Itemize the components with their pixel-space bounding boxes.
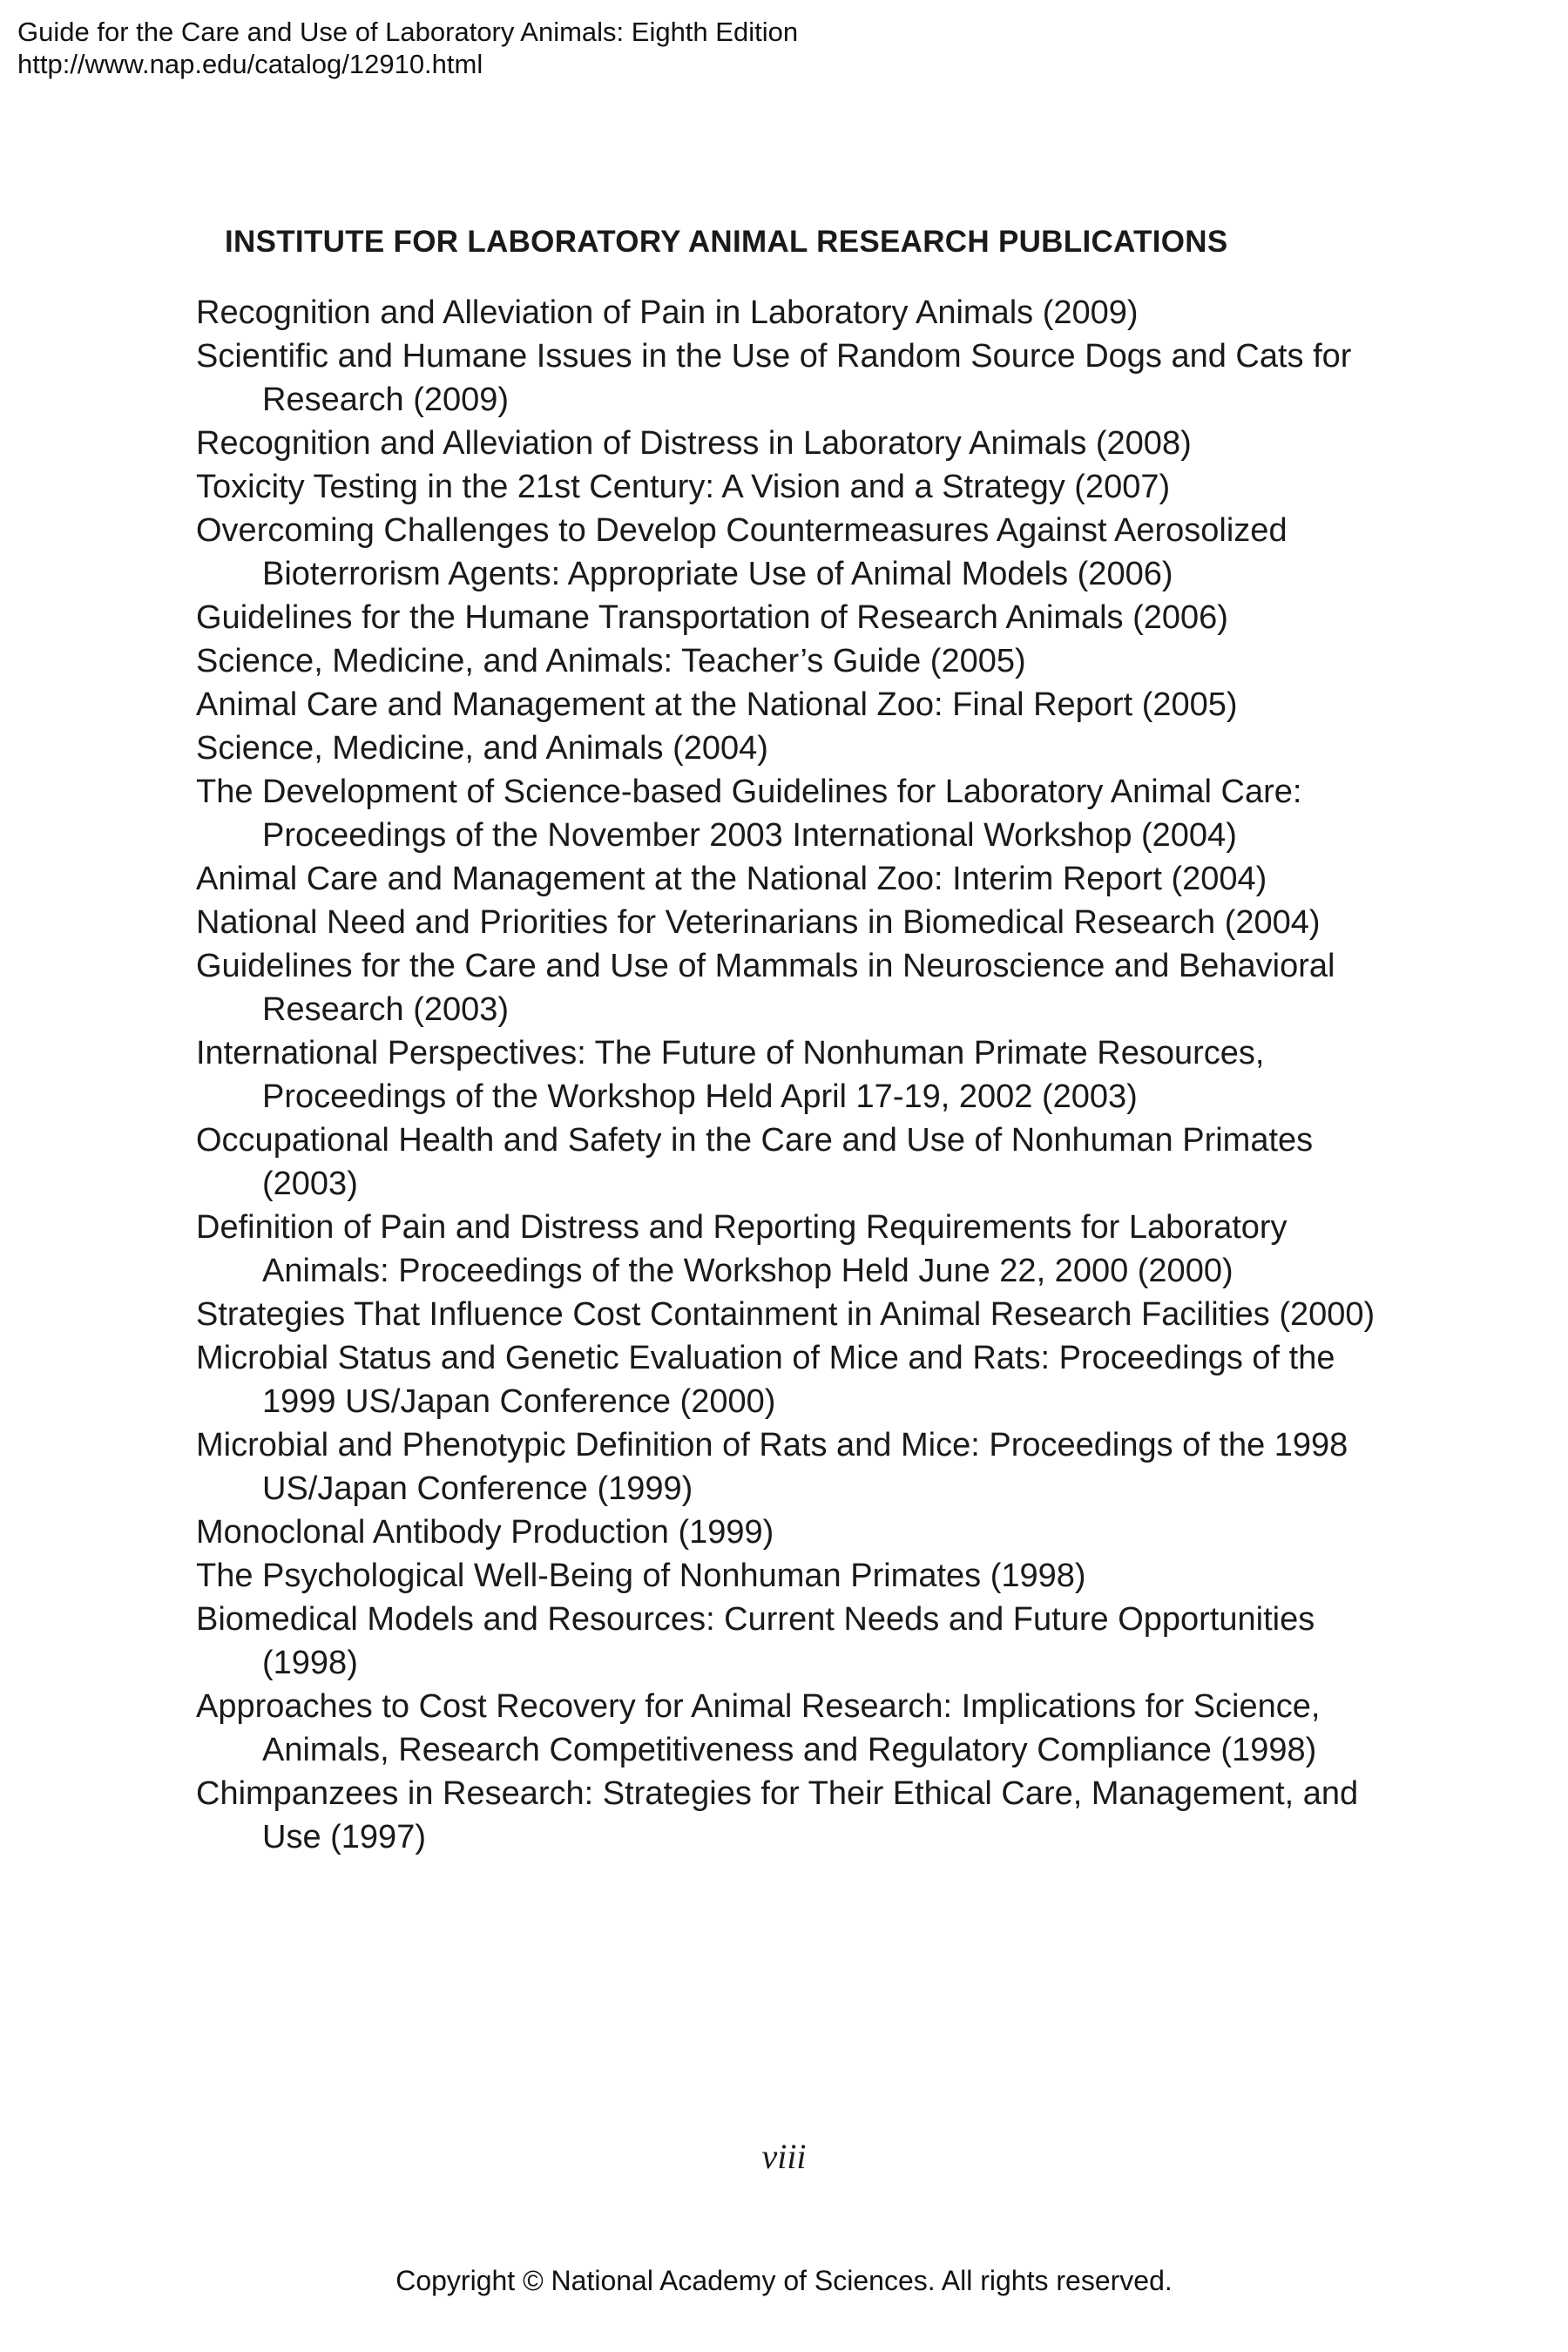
publication-item: Microbial and Phenotypic Definition of Rats and Mice: Proceedings of the 1998 US/Japan Conference (1999) [196,1427,1348,1507]
publication-item: Guidelines for the Humane Transportation of Research Animals (2006) [196,599,1228,636]
publications-list [196,291,1389,1859]
publication-item: Science, Medicine, and Animals (2004) [196,730,768,767]
publication-item: Chimpanzees in Research: Strategies for Their Ethical Care, Management, and Use (1997) [196,1775,1359,1855]
publication-item: Recognition and Alleviation of Pain in Laboratory Animals (2009) [196,294,1139,331]
publication-item: Microbial Status and Genetic Evaluation of Mice and Rats: Proceedings of the 1999 US/Japan Conference (2000) [196,1340,1335,1420]
copyright-footer: Copyright © National Academy of Sciences. All rights reserved. [395,2265,1173,2296]
page-heading: INSTITUTE FOR LABORATORY ANIMAL RESEARCH PUBLICATIONS [225,225,1228,259]
publication-item: Occupational Health and Safety in the Care and Use of Nonhuman Primates (2003) [196,1122,1314,1202]
document-title: Guide for the Care and Use of Laboratory Animals: Eighth Edition [17,17,799,47]
publication-item: Recognition and Alleviation of Distress in Laboratory Animals (2008) [196,425,1192,462]
publication-item: International Perspectives: The Future of Nonhuman Primate Resources, Proceedings of the Workshop Held April 17-19, 2002 (2003) [196,1035,1265,1115]
publication-item: Science, Medicine, and Animals: Teacher’s Guide (2005) [196,643,1026,679]
publication-item: Toxicity Testing in the 21st Century: A Vision and a Strategy (2007) [196,469,1171,505]
publication-item: National Need and Priorities for Veterinarians in Biomedical Research (2004) [196,904,1321,941]
publication-item: Overcoming Challenges to Develop Countermeasures Against Aerosolized Bioterrorism Agents: Appropriate Use of Animal Models (2006) [196,512,1288,592]
publication-item: Biomedical Models and Resources: Current Needs and Future Opportunities (1998) [196,1601,1315,1681]
page-number: viii [761,2137,807,2176]
publication-item: Guidelines for the Care and Use of Mammals in Neuroscience and Behavioral Research (2003) [196,948,1335,1028]
publication-item: Animal Care and Management at the National Zoo: Final Report (2005) [196,686,1238,723]
publication-item: Definition of Pain and Distress and Reporting Requirements for Laboratory Animals: Proceedings of the Workshop Held June 22, 2000 (2000) [196,1209,1288,1289]
document-url: http://www.nap.edu/catalog/12910.html [17,49,483,79]
publication-item: The Development of Science-based Guidelines for Laboratory Animal Care: Proceedings of the November 2003 International Workshop (2004) [196,774,1302,854]
publication-item: The Psychological Well-Being of Nonhuman Primates (1998) [196,1558,1086,1594]
publication-item: Animal Care and Management at the National Zoo: Interim Report (2004) [196,861,1267,897]
publication-item: Scientific and Humane Issues in the Use of Random Source Dogs and Cats for Research (2009) [196,338,1352,418]
document-header [17,16,798,80]
publication-item: Strategies That Influence Cost Containment in Animal Research Facilities (2000) [196,1296,1375,1333]
publication-item: Approaches to Cost Recovery for Animal Research: Implications for Science, Animals, Research Competitiveness and Regulatory Compliance (1998) [196,1688,1321,1768]
publication-item: Monoclonal Antibody Production (1999) [196,1514,774,1551]
